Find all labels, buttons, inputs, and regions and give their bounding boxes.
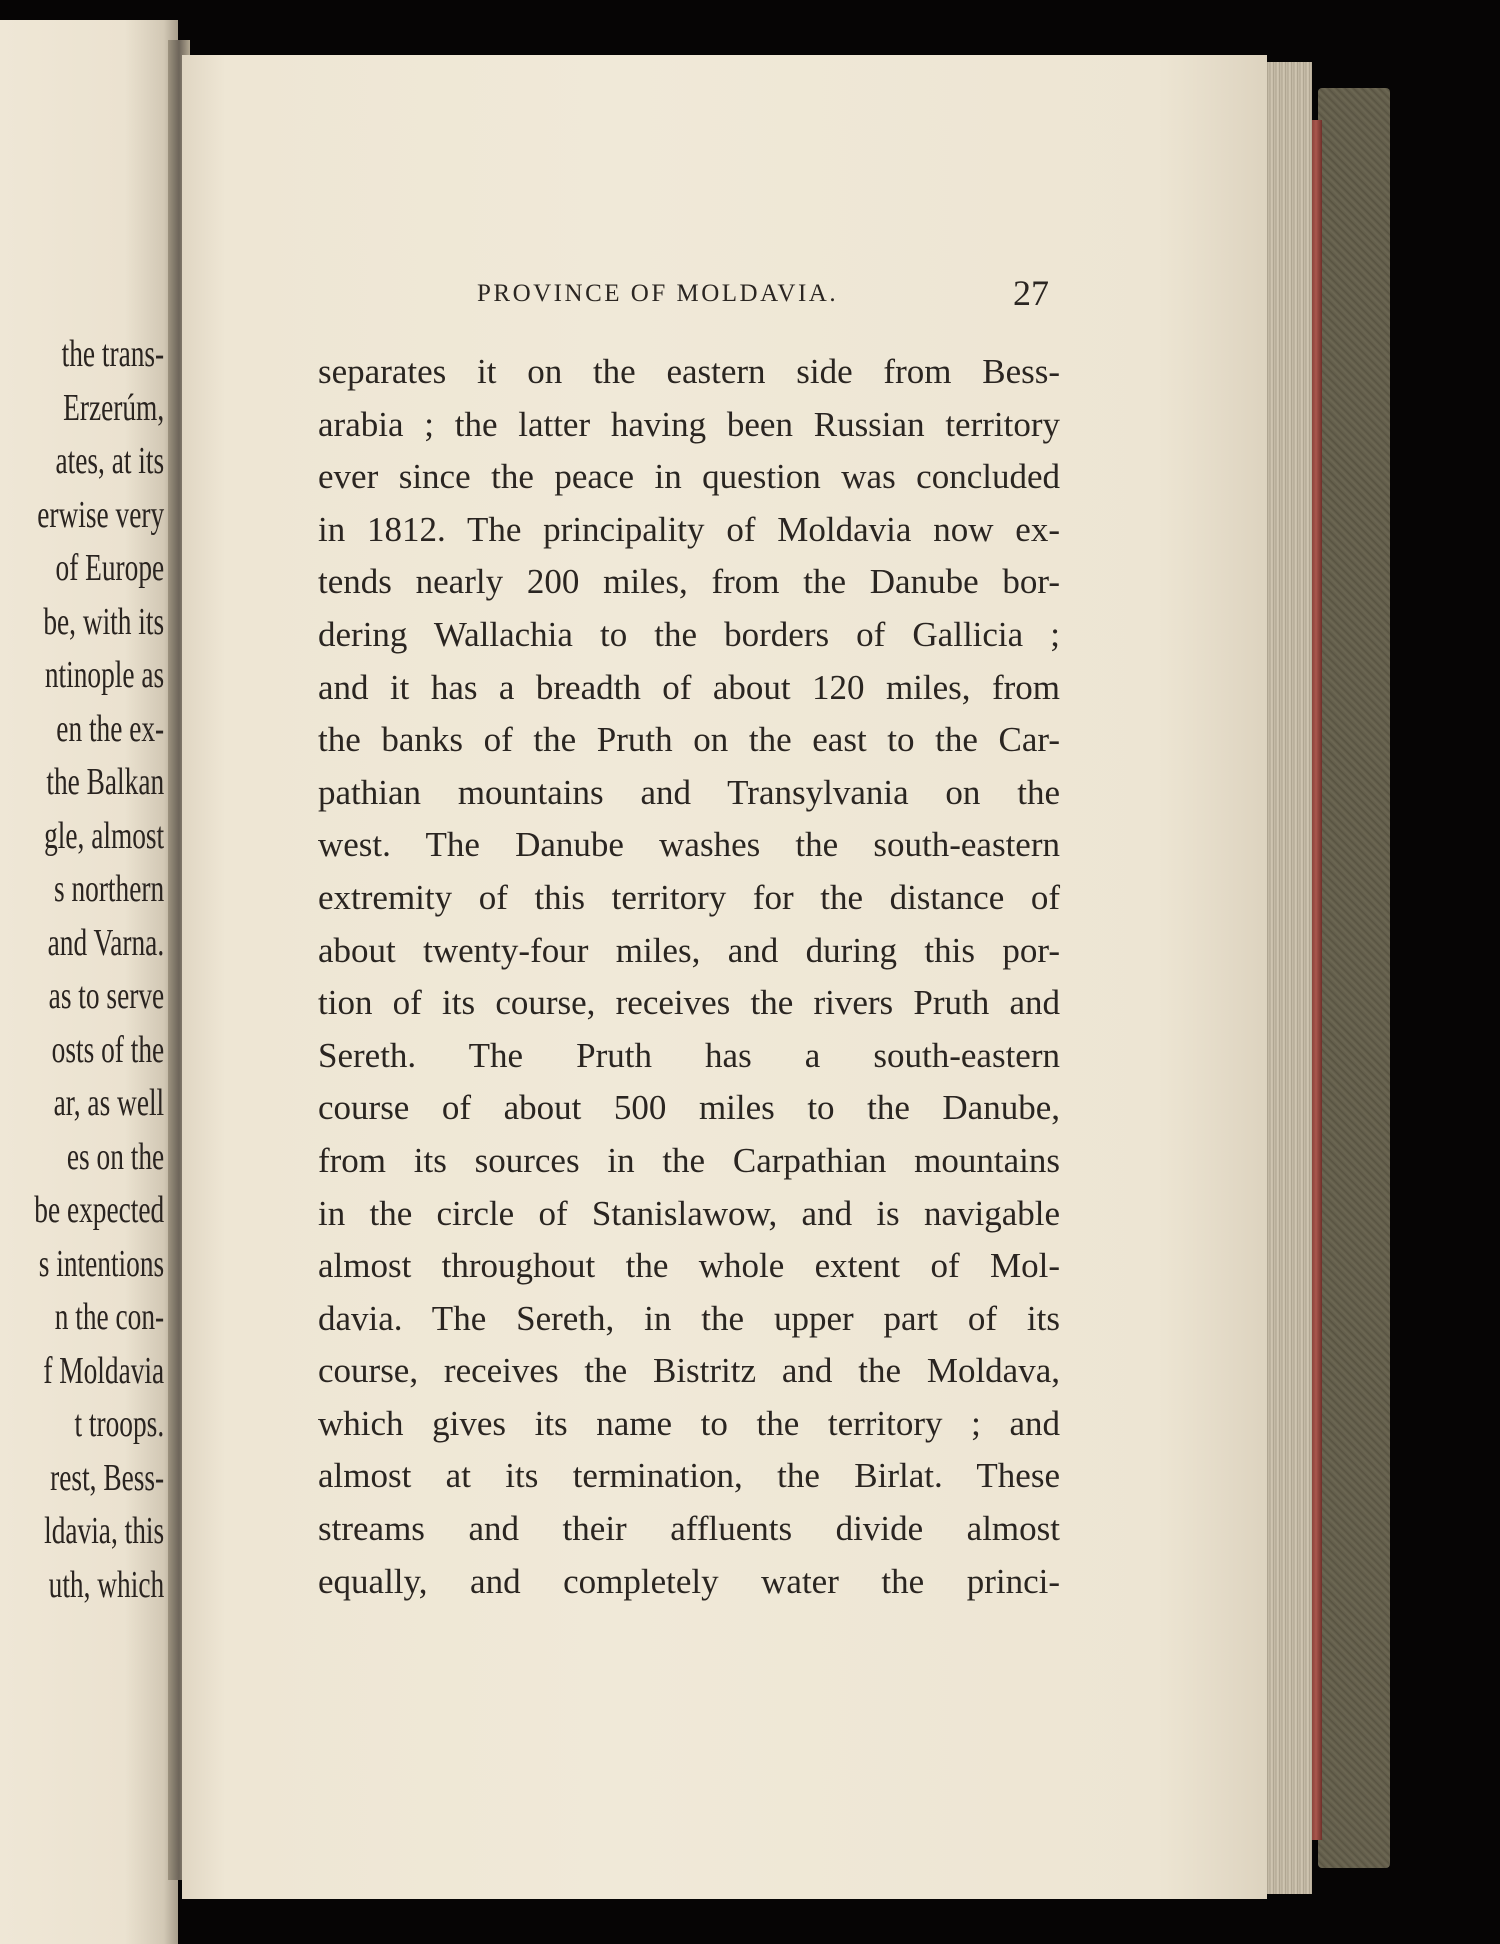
left-line: as to serve: [48, 975, 165, 1017]
text-line: almost at its termination, the Birlat. These: [318, 1456, 1060, 1496]
text-line: davia. The Sereth, in the upper part of its: [318, 1298, 1060, 1338]
left-line: the Balkan: [46, 761, 165, 803]
left-line: t troops.: [74, 1403, 165, 1445]
running-head: PROVINCE OF MOLDAVIA.: [477, 280, 839, 307]
text-line: from its sources in the Carpathian mountains: [318, 1140, 1060, 1180]
text-line: course, receives the Bistritz and the Moldava,: [318, 1351, 1060, 1391]
text-line: west. The Danube washes the south-eastern: [318, 825, 1060, 865]
text-line: ever since the peace in question was concluded: [318, 457, 1060, 497]
left-line: ldavia, this: [44, 1510, 165, 1552]
text-line: equally, and completely water the princi-: [318, 1561, 1060, 1601]
left-line: be expected: [34, 1189, 165, 1231]
left-line: f Moldavia: [43, 1349, 165, 1392]
text-line: extremity of this territory for the distance of: [318, 877, 1060, 917]
text-line: in 1812. The principality of Moldavia now ex-: [318, 509, 1060, 549]
left-line: the trans-: [61, 333, 165, 375]
text-line: course of about 500 miles to the Danube,: [318, 1088, 1060, 1128]
text-line: about twenty-four miles, and during this por-: [318, 930, 1060, 970]
left-line: of Europe: [55, 547, 165, 589]
body-text: [318, 346, 1060, 1608]
text-line: which gives its name to the territory ; and: [318, 1403, 1060, 1443]
text-line: tends nearly 200 miles, from the Danube bor-: [318, 562, 1060, 602]
left-line: gle, almost: [44, 814, 165, 857]
left-line: ates, at its: [55, 440, 165, 482]
page-header: [477, 272, 1057, 318]
left-line: en the ex-: [56, 707, 165, 750]
text-line: streams and their affluents divide almost: [318, 1509, 1060, 1549]
text-line: separates it on the eastern side from Bess-: [318, 352, 1060, 391]
book-cover: [1318, 88, 1390, 1868]
left-line: ntinople as: [44, 654, 165, 696]
text-line: Sereth. The Pruth has a south-eastern: [318, 1035, 1060, 1075]
text-line: arabia ; the latter having been Russian territory: [318, 404, 1060, 444]
page-number: 27: [1013, 273, 1049, 313]
left-line: and Varna.: [47, 921, 165, 964]
left-line: Erzerúm,: [63, 386, 165, 429]
text-line: the banks of the Pruth on the east to the Car-: [318, 720, 1060, 760]
left-line: s northern: [53, 868, 165, 910]
page-fore-edge: [1262, 62, 1312, 1894]
left-line: rest, Bess-: [50, 1456, 165, 1499]
left-line: osts of the: [51, 1028, 165, 1071]
left-line: es on the: [66, 1135, 165, 1178]
left-line: ar, as well: [53, 1082, 165, 1124]
left-line: n the con-: [54, 1296, 165, 1338]
text-line: in the circle of Stanislawow, and is navigable: [318, 1193, 1060, 1233]
left-page: [0, 20, 178, 1944]
text-line: pathian mountains and Transylvania on the: [318, 772, 1060, 812]
text-line: dering Wallachia to the borders of Gallicia ;: [318, 614, 1060, 654]
text-line: tion of its course, receives the rivers Pruth and: [318, 983, 1060, 1023]
left-line: erwise very: [37, 493, 165, 536]
text-line: and it has a breadth of about 120 miles, from: [318, 667, 1060, 707]
text-line: almost throughout the whole extent of Mol-: [318, 1246, 1060, 1286]
left-line: s intentions: [38, 1242, 165, 1285]
left-line: uth, which: [48, 1563, 165, 1606]
left-line: be, with its: [43, 600, 165, 643]
left-page-text: [0, 328, 165, 1612]
